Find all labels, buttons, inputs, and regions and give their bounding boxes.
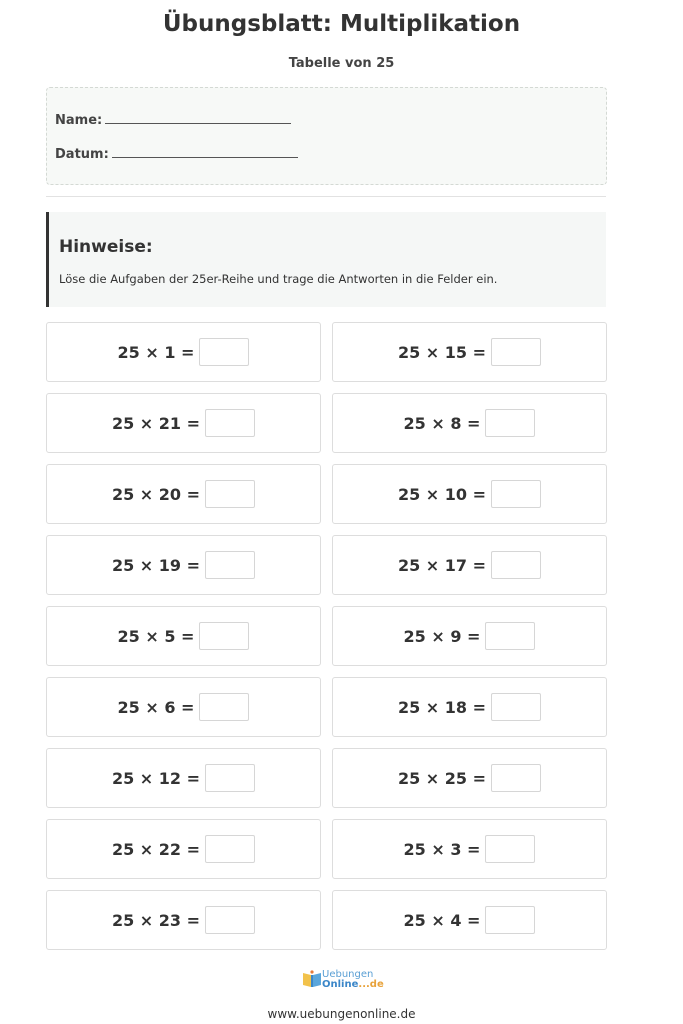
answer-input[interactable] (205, 480, 255, 508)
exercise-card (332, 535, 607, 595)
date-blank-line[interactable] (112, 145, 298, 158)
exercise-card (332, 464, 607, 524)
book-icon (302, 970, 322, 988)
site-logo[interactable] (302, 968, 382, 992)
name-blank-line[interactable] (105, 111, 291, 124)
exercise-card (46, 819, 321, 879)
exercise-card (46, 322, 321, 382)
exercise-card (332, 322, 607, 382)
exercise-card (46, 535, 321, 595)
answer-input[interactable] (485, 622, 535, 650)
exercise-equation: 25 × 17 = (397, 555, 487, 575)
logo-text-top: Uebungen (322, 969, 374, 980)
exercise-card (332, 677, 607, 737)
name-label: Name: (55, 113, 103, 128)
logo-text-suffix: ...de (358, 979, 384, 990)
exercise-card (46, 464, 321, 524)
answer-input[interactable] (199, 693, 249, 721)
answer-input[interactable] (205, 409, 255, 437)
exercise-equation: 25 × 3 = (403, 839, 481, 859)
logo-text-bottom (322, 979, 384, 990)
exercise-card (332, 819, 607, 879)
answer-input[interactable] (491, 693, 541, 721)
page-title: Übungsblatt: Multiplikation (162, 11, 521, 37)
exercise-card (332, 890, 607, 950)
hint-title: Hinweise: (59, 237, 153, 257)
exercise-equation: 25 × 25 = (397, 768, 487, 788)
answer-input[interactable] (485, 906, 535, 934)
exercise-equation: 25 × 6 = (117, 697, 195, 717)
answer-input[interactable] (491, 764, 541, 792)
date-label: Datum: (55, 147, 109, 162)
exercise-equation: 25 × 23 = (111, 910, 201, 930)
hint-text: Löse die Aufgaben der 25er-Reihe und trage die Antworten in die Felder ein. (59, 272, 498, 286)
answer-input[interactable] (485, 409, 535, 437)
exercise-card (46, 393, 321, 453)
exercise-card (332, 748, 607, 808)
exercise-equation: 25 × 18 = (397, 697, 487, 717)
date-field[interactable] (55, 145, 298, 164)
answer-input[interactable] (199, 338, 249, 366)
exercise-equation: 25 × 5 = (117, 626, 195, 646)
exercise-equation: 25 × 1 = (117, 342, 195, 362)
answer-input[interactable] (491, 338, 541, 366)
exercise-card (46, 748, 321, 808)
exercise-equation: 25 × 22 = (111, 839, 201, 859)
answer-input[interactable] (205, 764, 255, 792)
exercise-equation: 25 × 15 = (397, 342, 487, 362)
answer-input[interactable] (205, 551, 255, 579)
answer-input[interactable] (205, 835, 255, 863)
exercise-card (46, 606, 321, 666)
student-info-box (46, 87, 607, 185)
answer-input[interactable] (485, 835, 535, 863)
exercise-equation: 25 × 12 = (111, 768, 201, 788)
answer-input[interactable] (199, 622, 249, 650)
logo-text-online: Online (322, 979, 359, 990)
exercise-card (332, 393, 607, 453)
answer-input[interactable] (491, 551, 541, 579)
exercise-card (332, 606, 607, 666)
exercise-equation: 25 × 21 = (111, 413, 201, 433)
exercise-equation: 25 × 4 = (403, 910, 481, 930)
exercise-equation: 25 × 10 = (397, 484, 487, 504)
page-subtitle: Tabelle von 25 (288, 56, 395, 71)
answer-input[interactable] (491, 480, 541, 508)
exercise-equation: 25 × 9 = (403, 626, 481, 646)
exercise-card (46, 677, 321, 737)
name-field[interactable] (55, 111, 291, 130)
exercise-grid (46, 322, 607, 950)
exercise-equation: 25 × 8 = (403, 413, 481, 433)
hint-box (46, 212, 606, 307)
divider (46, 196, 606, 197)
footer-url[interactable]: www.uebungenonline.de (267, 1007, 416, 1021)
exercise-card (46, 890, 321, 950)
exercise-equation: 25 × 19 = (111, 555, 201, 575)
answer-input[interactable] (205, 906, 255, 934)
exercise-equation: 25 × 20 = (111, 484, 201, 504)
